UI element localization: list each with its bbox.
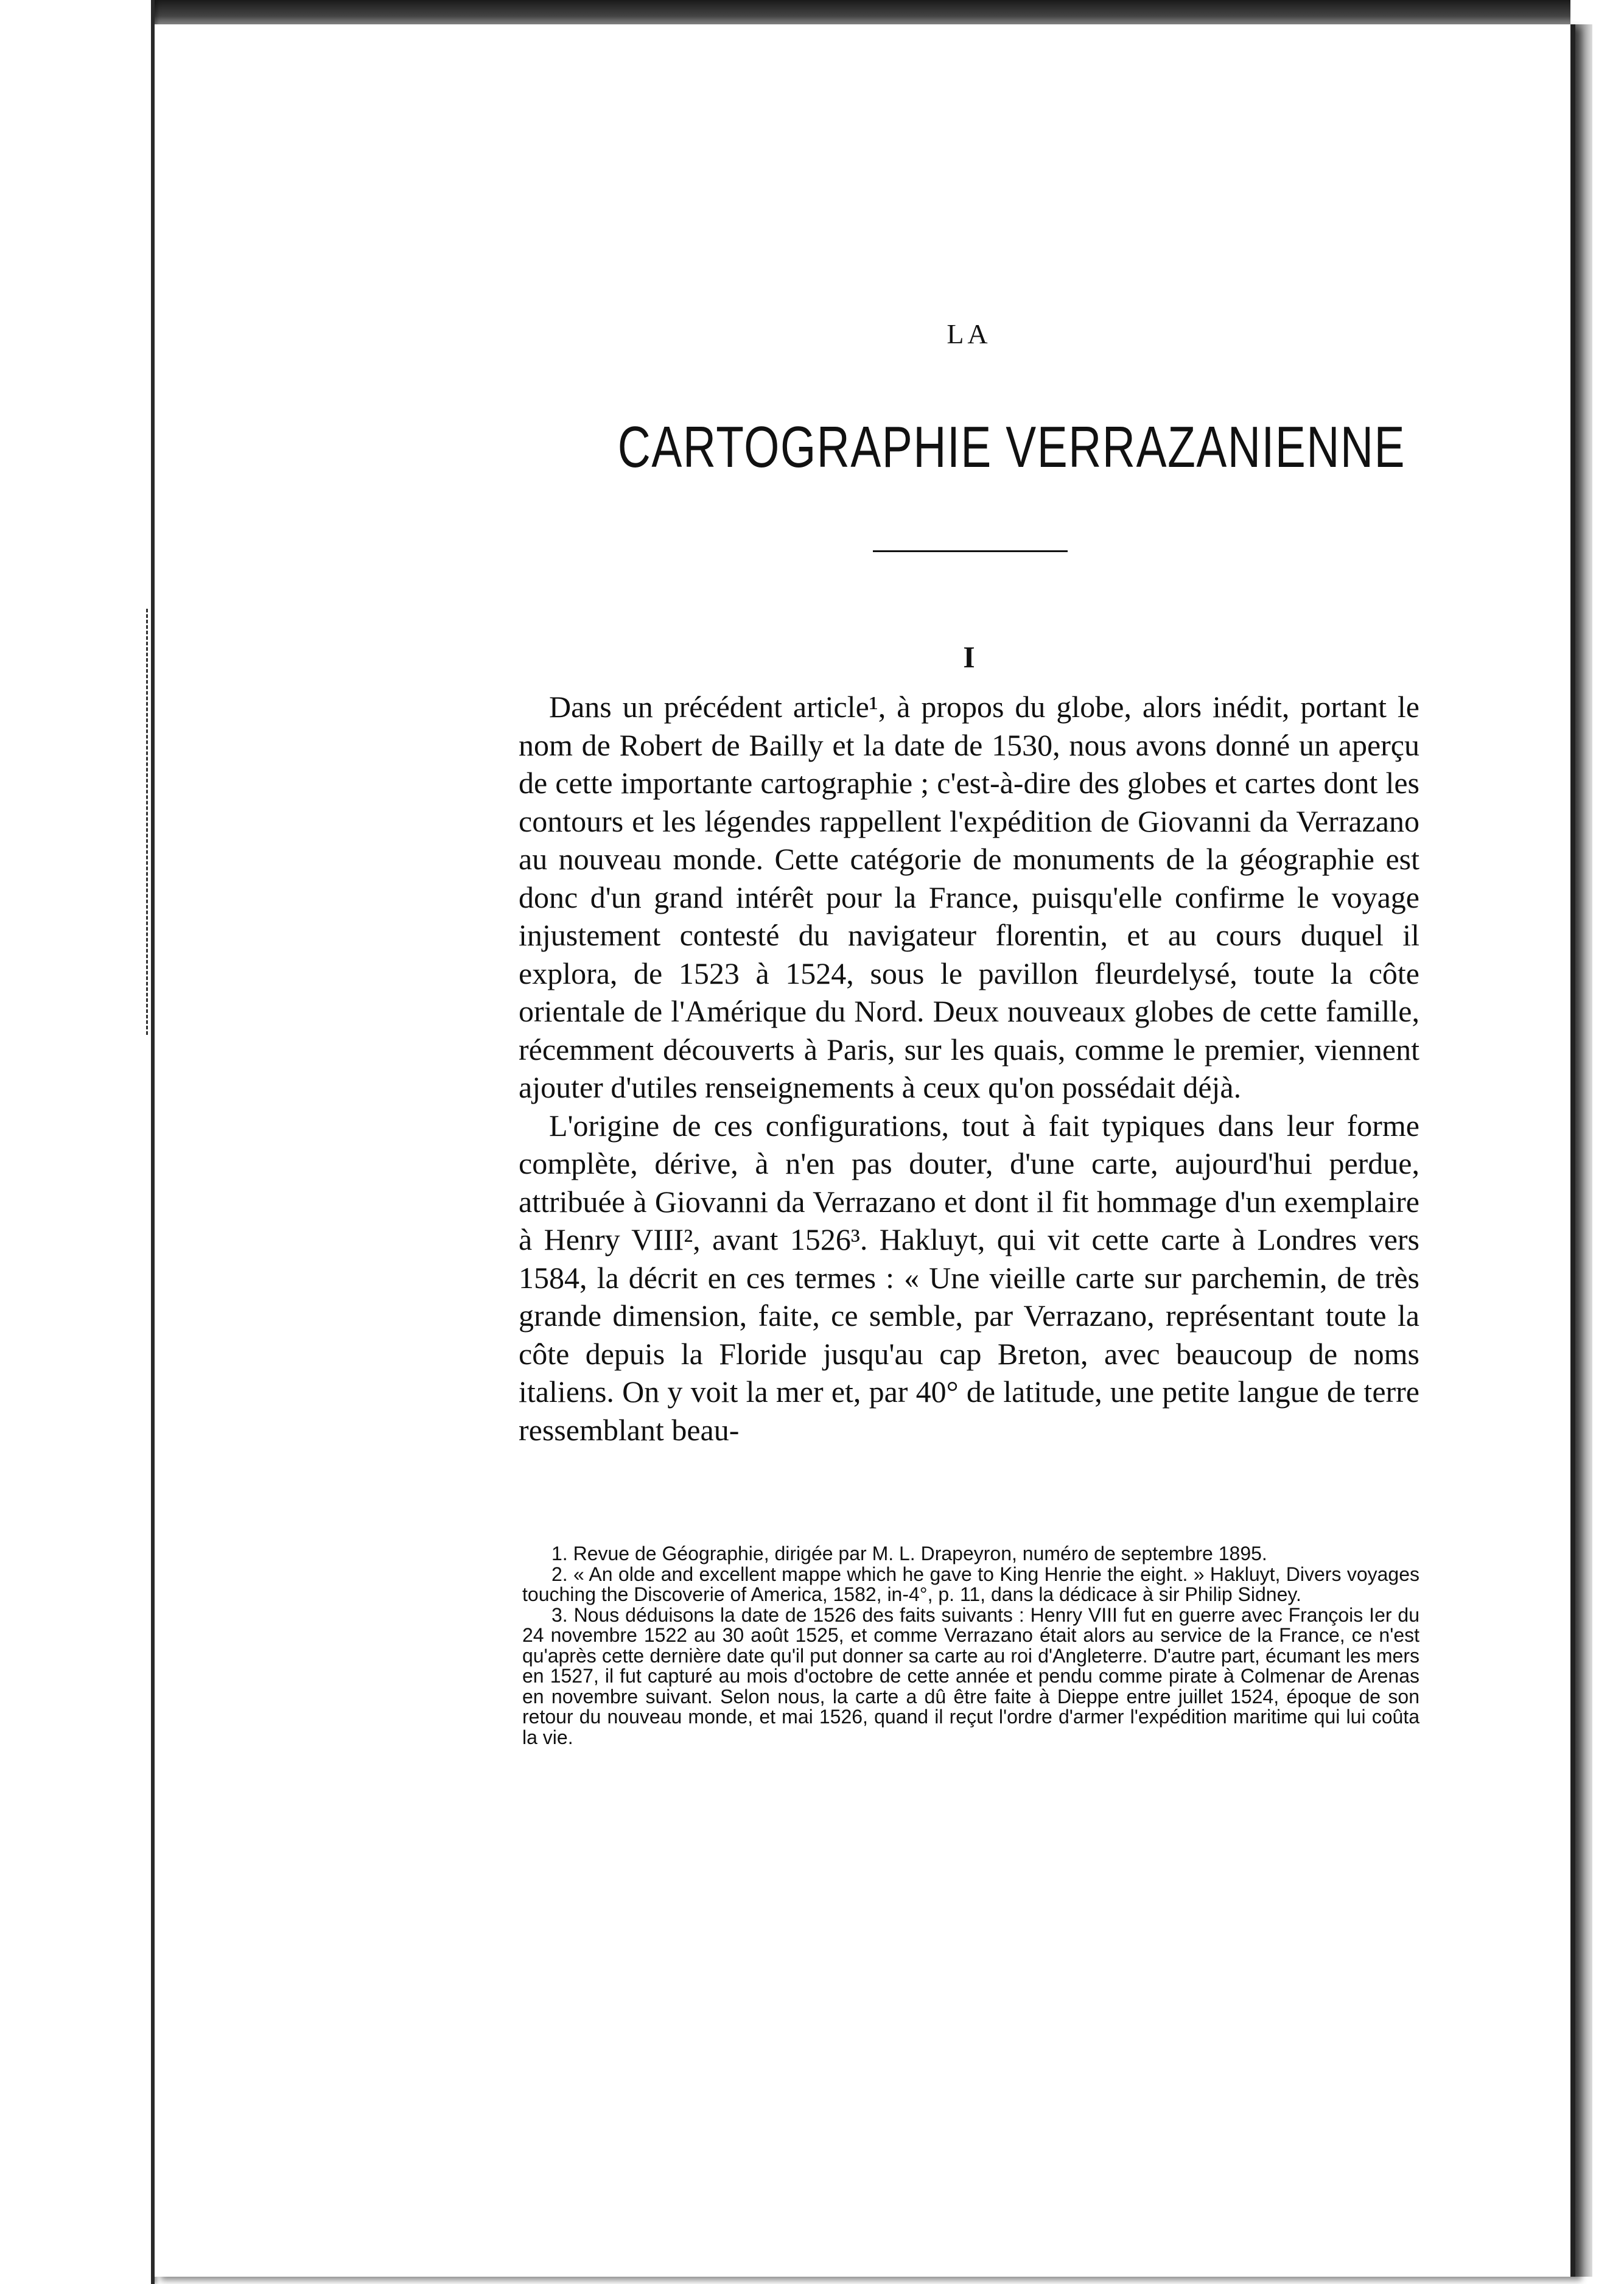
title-divider bbox=[873, 550, 1068, 552]
page-right-edge bbox=[1574, 24, 1592, 2277]
body-paragraph-1: Dans un précédent article¹, à propos du globe, alors inédit, portant le nom de Robert de Bailly et la date de 1530, nous avons donné un aperçu de cette importante cartographie ; c'est-à-dire des globes et cartes dont les contours et les légendes rappellent l'expédition de Giovanni da Verrazano au nouveau monde. Cette catégorie de monuments de la géographie est donc d'un grand intérêt pour la France, puisqu'elle confirme le voyage injustement contesté du navigateur florentin, et au cours duquel il explora, de 1523 à 1524, sous le pavillon fleurdelysé, toute la côte orientale de l'Amérique du Nord. Deux nouveaux globes de cette famille, récemment découverts à Paris, sur les quais, comme le premier, viennent ajouter d'utiles renseignements à ceux qu'on possédait déjà. bbox=[519, 690, 1419, 1104]
article-title: CARTOGRAPHIE VERRAZANIENNE bbox=[617, 415, 1406, 480]
body-text bbox=[519, 688, 1419, 1449]
body-paragraph-2: L'origine de ces configurations, tout à fait typiques dans leur forme complète, dérive, à n'en pas douter, d'une carte, aujourd'hui perdue, attribuée à Giovanni da Verrazano et dont il fit hommage d'un exemplaire à Henry VIII², avant 1526³. Hakluyt, qui vit cette carte à Londres vers 1584, la décrit en ces termes : « Une vieille carte sur parchemin, de très grande dimension, faite, ce semble, par Verrazano, représentant toute la côte depuis la Floride jusqu'au cap Breton, avec beaucoup de noms italiens. On y voit la mer et, par 40° de latitude, une petite langue de terre ressemblant beau- bbox=[519, 1108, 1419, 1447]
page-sheet bbox=[155, 24, 1575, 2277]
footnotes bbox=[522, 1544, 1419, 1748]
footnote-1: 1. Revue de Géographie, dirigée par M. L. Drapeyron, numéro de septembre 1895. bbox=[551, 1543, 1267, 1564]
running-title: LA bbox=[947, 318, 992, 349]
section-number: I bbox=[963, 640, 975, 674]
scan-left-strip bbox=[0, 0, 155, 2284]
footnote-2: 2. « An olde and excellent mappe which he gave to King Henrie the eight. » Hakluyt, Divers voyages touching the Discoverie of America, 1582, in-4°, p. 11, dans la dédicace à sir Philip Sidney. bbox=[522, 1563, 1419, 1605]
scan-top-edge bbox=[0, 0, 1570, 27]
footnote-3: 3. Nous déduisons la date de 1526 des faits suivants : Henry VIII fut en guerre avec François Ier du 24 novembre 1522 au 30 août 1525, et comme Verrazano était alors au service de la France, ce n'est qu'après cette dernière date qu'il put donner sa carte au roi d'Angleterre. D'autre part, écumant les mers en 1527, il fut capturé au mois d'octobre de cette année et pendu comme pirate à Colmenar de Arenas en novembre suivant. Selon nous, la carte a dû être faite à Dieppe entre juillet 1524, époque de son retour du nouveau monde, et mai 1526, quand il reçut l'ordre d'armer l'expédition maritime qui lui coûta la vie. bbox=[522, 1603, 1419, 1748]
